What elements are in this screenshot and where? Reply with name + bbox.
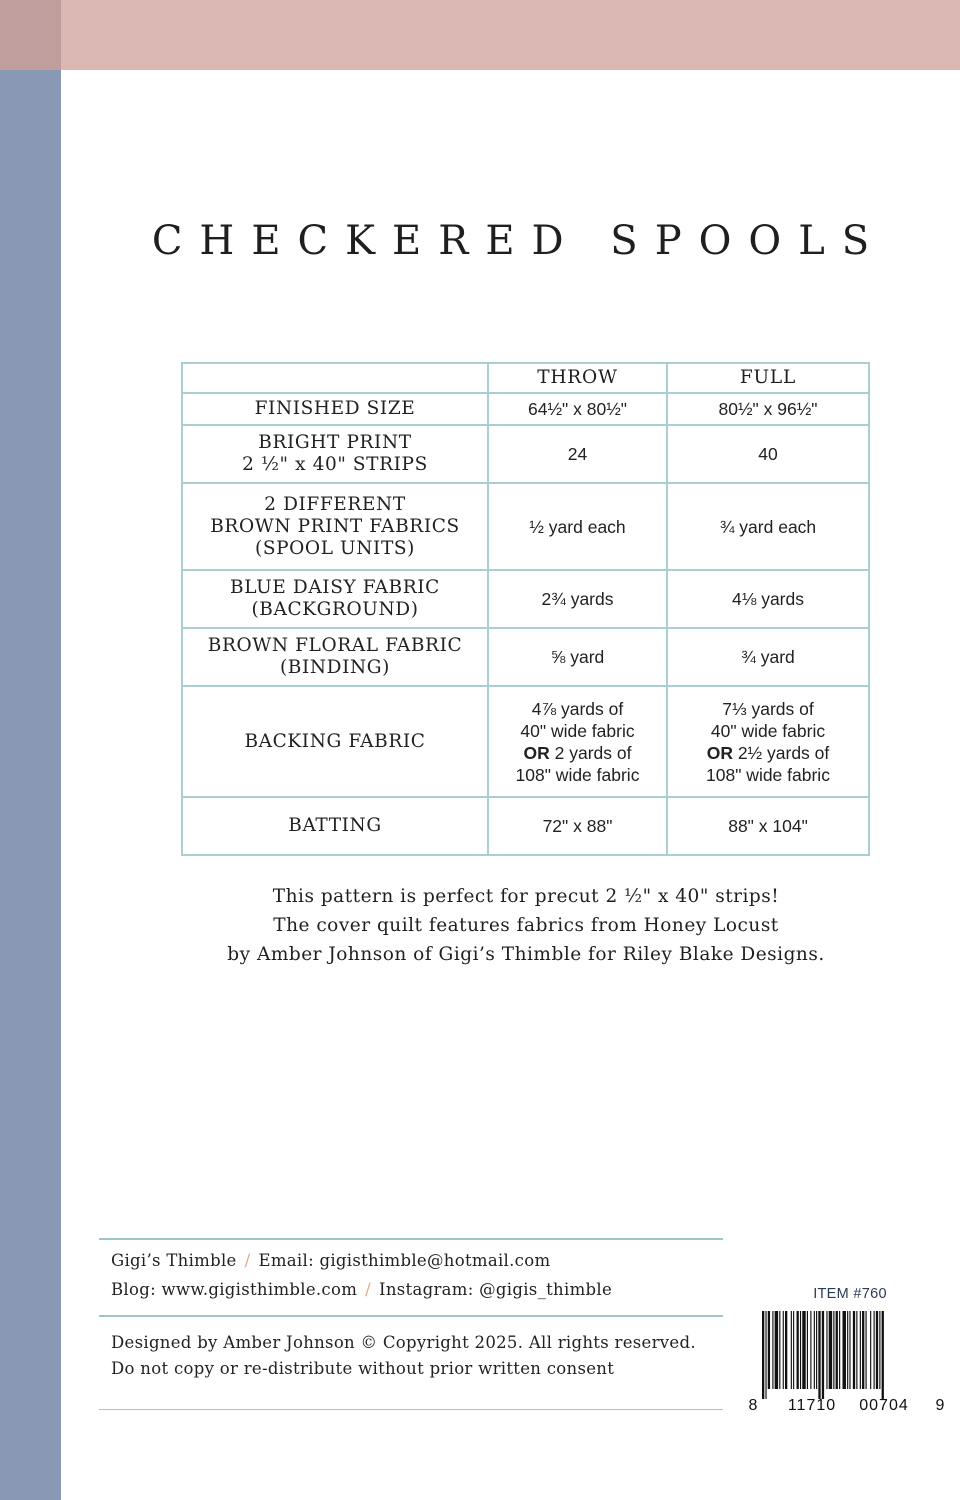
fabric-requirements-table [181,362,870,856]
throw-value [488,628,667,686]
barcode-bar [874,1311,875,1389]
footer-rule-bottom [99,1409,723,1410]
cell-text: 2 yards of [554,742,632,763]
cell-line: 108" wide fabric [706,764,830,785]
full-value [667,393,869,425]
cell-line: 4⅞ yards of [531,698,624,719]
barcode-bar [839,1311,840,1389]
row-label-line: BRIGHT PRINT [258,432,412,453]
table-header-row [182,363,869,393]
row-label-line: 2 ½" x 40" STRIPS [242,454,428,475]
copyright-line: Designed by Amber Johnson © Copyright 2025. All rights reserved. [111,1333,696,1352]
barcode-bar [818,1311,820,1399]
cell-line: 7⅓ yards of [722,698,814,719]
blog-link[interactable]: Blog: www.gigisthimble.com [111,1280,358,1299]
side-color-band [0,70,61,1500]
full-value [667,483,869,570]
cell-line [493,742,662,764]
row-label [182,797,488,855]
barcode [744,1307,946,1417]
barcode-bar [797,1311,799,1389]
pattern-note [61,882,960,969]
barcode-bar [826,1311,827,1389]
contact-line-1 [111,1251,550,1270]
row-label [182,628,488,686]
row-label-line: BLUE DAISY FABRIC [230,577,440,598]
pattern-title: CHECKERED SPOOLS [151,218,887,264]
cell-line: 40 [758,444,778,464]
cell-line: 2¾ yards [541,589,614,609]
barcode-bar [822,1311,824,1399]
table-row [182,393,869,425]
top-color-band [0,0,960,70]
barcode-bar [876,1311,878,1389]
barcode-bar [816,1311,817,1389]
cell-line: ½ yard each [529,516,626,537]
barcode-digit: 00704 [859,1397,909,1414]
header-empty-cell [182,363,488,393]
barcode-bar [849,1311,850,1389]
barcode-bar [853,1311,855,1389]
cell-text: 2½ yards of [737,742,830,763]
email-link[interactable]: Email: gigisthimble@hotmail.com [258,1251,551,1270]
full-value [667,570,869,628]
barcode-digit: 8 [748,1397,758,1414]
table-row [182,797,869,855]
barcode-bar [856,1311,857,1389]
cell-line: 80½" x 96½" [718,399,818,419]
throw-value [488,425,667,483]
cell-line: 72" x 88" [542,816,613,836]
barcode-bar [762,1311,764,1399]
barcode-bar [800,1311,801,1389]
full-value [667,425,869,483]
contact-line-2 [111,1280,612,1299]
throw-value [488,797,667,855]
cell-line: ⅝ yard [550,647,605,667]
or-keyword: OR [706,742,733,763]
barcode-bar [836,1311,838,1389]
cell-line: 40" wide fabric [710,720,826,741]
row-label [182,425,488,483]
brand-name: Gigi’s Thimble [111,1251,237,1270]
barcode-bar [870,1311,871,1389]
row-label-line: BROWN PRINT FABRICS [210,515,460,537]
barcode-bar [814,1311,815,1389]
throw-value [488,686,667,797]
barcode-bar [866,1311,867,1389]
top-corner-block [0,0,61,70]
cell-line: 4⅛ yards [732,589,804,609]
row-label [182,686,488,797]
barcode-bar [810,1311,811,1389]
table-row [182,425,869,483]
barcode-bar [775,1311,778,1389]
barcode-bar [779,1311,780,1389]
barcode-bar [772,1311,773,1389]
full-value [667,686,869,797]
barcode-bar [843,1311,846,1389]
row-label [182,570,488,628]
row-label-line: BROWN FLORAL FABRIC [207,635,463,656]
barcode-bar [879,1311,880,1389]
cell-line: 108" wide fabric [515,764,640,785]
row-label-line: (SPOOL UNITS) [255,537,415,559]
throw-value [488,393,667,425]
note-line: This pattern is perfect for precut 2 ½" x 40" strips! [272,886,780,907]
cell-line: 40" wide fabric [520,720,635,741]
footer-rule-top [99,1238,723,1240]
barcode-bar [765,1311,766,1399]
barcode-bar [768,1311,770,1389]
barcode-digit: 11710 [787,1397,837,1414]
full-value [667,628,869,686]
column-header: THROW [488,363,667,393]
barcode-bar [833,1311,834,1389]
row-label [182,483,488,570]
barcode-bar [847,1311,848,1389]
table-row [182,570,869,628]
barcode-bar [882,1311,884,1399]
distribution-notice: Do not copy or re-distribute without prior written consent [111,1359,615,1378]
note-line: The cover quilt features fabrics from Honey Locust [273,915,779,936]
barcode-bar [860,1311,861,1389]
table-row [182,483,869,570]
row-label [182,393,488,425]
barcode-bar [807,1311,808,1389]
footer-rule-middle [99,1315,723,1317]
barcode-bar [785,1311,787,1389]
barcode-bar [783,1311,784,1389]
barcode-digit: 9 [935,1397,945,1414]
table-row [182,628,869,686]
row-label-line: FINISHED SIZE [254,398,416,419]
barcode-bar [793,1311,794,1389]
cell-line: 64½" x 80½" [527,399,628,419]
cell-line: ¾ yard each [719,516,817,537]
full-value [667,797,869,855]
cell-line [672,742,864,764]
separator: / [244,1251,251,1270]
throw-value [488,570,667,628]
note-line: by Amber Johnson of Gigi’s Thimble for Riley Blake Designs. [227,944,825,965]
cell-line: 24 [567,444,588,464]
row-label-line: BATTING [288,815,382,836]
barcode-bars [762,1311,884,1399]
barcode-bar [802,1311,805,1389]
cell-line: ¾ yard [741,647,795,667]
cell-line: 88" x 104" [728,816,808,836]
row-label-line: (BACKGROUND) [251,599,419,620]
item-number: ITEM #760 [813,1286,887,1302]
barcode-bar [862,1311,864,1389]
table-row [182,686,869,797]
or-keyword: OR [523,742,550,763]
row-label-line: 2 DIFFERENT [264,493,406,515]
throw-value [488,483,667,570]
instagram-link[interactable]: Instagram: @gigis_thimble [379,1280,613,1299]
column-header: FULL [667,363,869,393]
barcode-bar [829,1311,832,1389]
separator: / [365,1280,372,1299]
barcode-bar [791,1311,792,1389]
row-label-line: BACKING FABRIC [244,730,426,752]
row-label-line: (BINDING) [279,657,391,678]
